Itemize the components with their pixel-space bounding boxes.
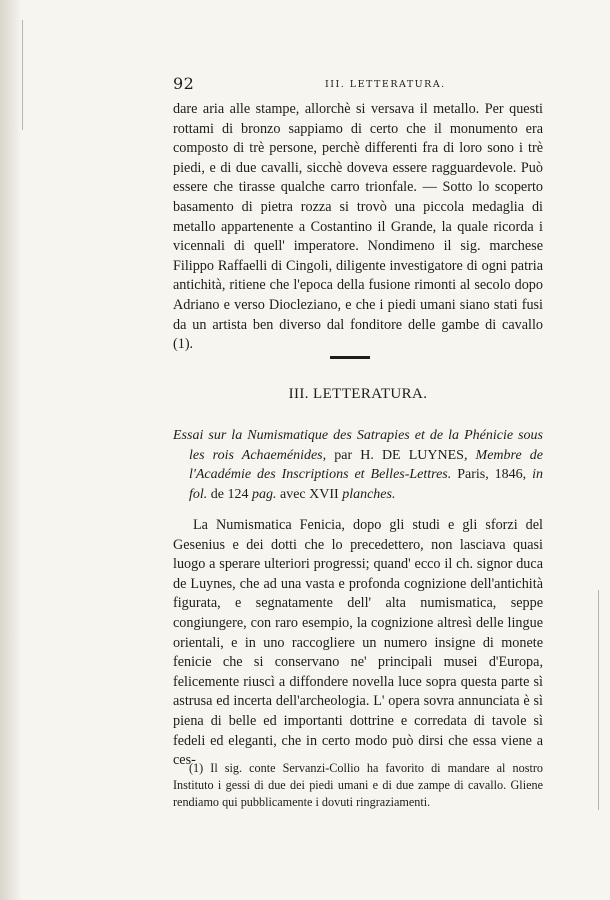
paragraph-2: La Numismatica Fenicia, dopo gli studi e gli sforzi del Gesenius e dei dotti che lo precedettero, non lasciava quasi luogo a sperare ulteriori progressi; quand' ecco il ch. signor duca de Luynes, che ad una vasta e profonda cognizione dell'antichità figurata, e segnatamente dell' alta numismatica, seppe congiungere, con raro esempio, la cognizione altresì delle lingue orientali, e in uno raccogliere un numero insigne di monete fenicie che si conservano ne' principali musei d'Europa, felicemente riuscì a diffondere novella luce sopra questa parte sì astrusa ed incerta dell'archeologia. L' opera sovra annunciata è sì piena di belle ed importanti dottrine e corredata di tavole sì fedeli ed eleganti, che in certo modo può dirsi che essa viene a ces-: [173, 517, 543, 769]
citation-author: H. DE LUYNES,: [360, 447, 468, 463]
citation-avec: avec: [276, 486, 310, 502]
binding-shadow: [0, 0, 22, 900]
book-citation: [173, 426, 543, 504]
citation-plates-count: XVII: [309, 486, 339, 502]
citation-place-year: Paris, 1846,: [451, 467, 527, 482]
paragraph-1: dare aria alle stampe, allorchè si versava il metallo. Per questi rottami di bronzo sappiamo di certo che il monumento era composto di trè persone, perchè differenti fra di loro sono i trè piedi, e di due cavalli, sicchè doveva essere ragguardevole. Può essere che tirasse qualche carro trionfale. — Sotto lo scoperto basamento di pietra rozza si trovò una piccola medaglia di metallo appartenente a Costantino il Grande, la quale ricorda i vicennali di quell' imperatore. Nondimeno il sig. marchese Filippo Raffaelli di Cingoli, diligente investigatore di ogni patria antichità, ritiene che l'epoca della fusione rimonti al secolo dopo Adriano e verso Diocleziano, e che i piedi umani siano stati fusi da un artista ben diverso dal fonditore delle gambe di cavallo (1).: [173, 101, 543, 353]
citation-membership: Membre de l'Académie des Inscriptions et Belles-Lettres.: [189, 447, 544, 482]
citation-format: in fol.: [189, 467, 544, 502]
page-header: [173, 74, 543, 94]
section-title: III. LETTERATURA.: [288, 386, 428, 402]
gutter-mark: [598, 590, 599, 810]
citation-title: Essai sur la Numismatique des Satrapies et de la Phénicie sous les rois Achaeménides,: [173, 428, 543, 463]
gutter-mark: [22, 20, 23, 130]
citation-plates: planches.: [338, 486, 396, 502]
page-number: 92: [173, 74, 195, 93]
running-head: III. LETTERATURA.: [325, 79, 446, 90]
footnote: (1) Il sig. conte Servanzi-Collio ha favorito di mandare al nostro Instituto i gessi di due dei piedi umani e di due zampe di cavallo. Gliene rendiamo qui pubblicamente i dovuti ringraziamenti.: [173, 761, 543, 809]
section-divider: [330, 356, 370, 359]
citation-by: par: [326, 447, 361, 463]
citation-pages: de 124: [207, 486, 252, 502]
citation-pag: pag.: [252, 486, 277, 502]
